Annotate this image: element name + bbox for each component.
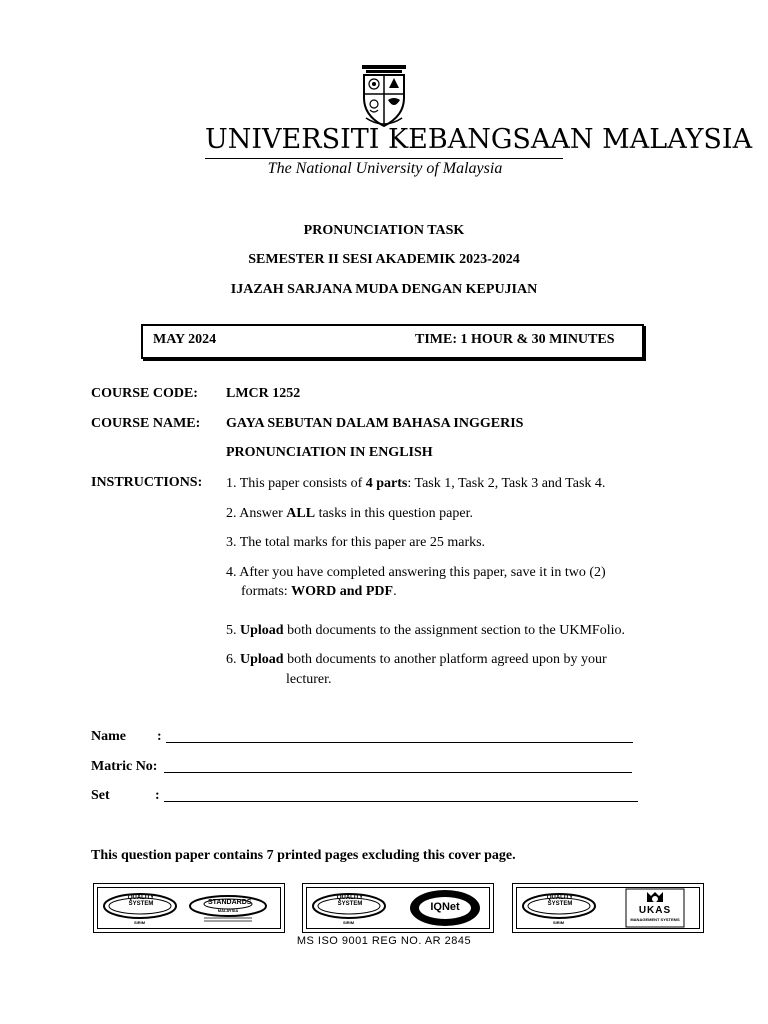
ukm-crest-icon <box>358 64 410 128</box>
set-colon: : <box>155 788 160 803</box>
instruction-number: 5. <box>226 623 240 638</box>
instruction-emphasis: 4 parts <box>365 476 408 491</box>
instruction-item <box>226 533 485 552</box>
quality-system-text: QUALITY SYSTEM <box>127 895 155 907</box>
iso-registration-number: MS ISO 9001 REG NO. AR 2845 <box>296 935 472 947</box>
instruction-item <box>226 563 606 582</box>
instruction-emphasis: Upload <box>240 623 284 638</box>
instruction-item <box>226 621 625 640</box>
instruction-text: both documents to the assignment section to the UKMFolio. <box>283 623 625 638</box>
page-count-note: This question paper contains 7 printed pages excluding this cover page. <box>91 848 516 863</box>
name-input-line[interactable] <box>166 742 633 743</box>
standards-sub-text: MALAYSIA <box>217 908 239 913</box>
semester-title: SEMESTER II SESI AKADEMIK 2023-2024 <box>248 252 520 267</box>
ukas-text: UKAS <box>638 905 672 916</box>
certification-panel <box>93 883 285 933</box>
task-title: PRONUNCIATION TASK <box>303 223 465 238</box>
instruction-number: 2. <box>226 506 240 521</box>
set-label: Set <box>91 788 110 803</box>
certification-panel <box>512 883 704 933</box>
instruction-item-continued: lecturer. <box>286 672 332 687</box>
certification-panel <box>302 883 494 933</box>
course-name-label: COURSE NAME: <box>91 416 201 431</box>
degree-title: IJAZAH SARJANA MUDA DENGAN KEPUJIAN <box>230 282 538 297</box>
instruction-text: formats: <box>241 584 292 599</box>
course-name-value-english: PRONUNCIATION IN ENGLISH <box>226 445 433 460</box>
iqnet-text: IQNet <box>430 901 460 913</box>
instruction-number: 1. <box>226 476 240 491</box>
instruction-number: 4. <box>226 565 240 580</box>
quality-system-text: QUALITY SYSTEM <box>336 895 364 907</box>
quality-system-logo <box>100 890 180 926</box>
instruction-text: both documents to another platform agreed upon by your <box>283 652 607 667</box>
instruction-text: : Task 1, Task 2, Task 3 and Task 4. <box>407 476 606 491</box>
name-colon: : <box>157 729 162 744</box>
course-code-label: COURSE CODE: <box>91 386 198 401</box>
instruction-number: 3. <box>226 535 240 550</box>
sirim-text: SIRIM <box>553 920 565 925</box>
ukas-sub-text: MANAGEMENT SYSTEMS <box>630 917 680 922</box>
instruction-emphasis: WORD and PDF <box>291 584 394 599</box>
instruction-text: Answer <box>239 506 287 521</box>
instruction-text: . <box>393 584 397 599</box>
exam-duration: TIME: 1 HOUR & 30 MINUTES <box>415 332 615 347</box>
instruction-item-continued <box>241 582 397 601</box>
matric-input-line[interactable] <box>164 772 632 773</box>
university-divider <box>205 158 563 159</box>
matric-label: Matric No: <box>91 759 158 774</box>
standards-malaysia-logo <box>188 894 268 924</box>
instruction-text: tasks in this question paper. <box>315 506 473 521</box>
instruction-text: The total marks for this paper are 25 marks. <box>239 535 486 550</box>
ukas-logo <box>625 888 685 928</box>
instruction-emphasis: Upload <box>240 652 284 667</box>
instruction-number: 6. <box>226 652 240 667</box>
instruction-emphasis: ALL <box>286 506 316 521</box>
quality-system-logo <box>519 890 599 926</box>
sirim-text: SIRIM <box>343 920 355 925</box>
instruction-text: After you have completed answering this paper, save it in two (2) <box>239 565 606 580</box>
sirim-text: SIRIM <box>134 920 146 925</box>
exam-info-box <box>141 324 644 359</box>
instruction-item <box>226 650 607 669</box>
course-name-value-malay: GAYA SEBUTAN DALAM BAHASA INGGERIS <box>226 416 524 431</box>
standards-text: STANDARDS <box>208 899 252 906</box>
exam-date: MAY 2024 <box>153 332 217 347</box>
instructions-label: INSTRUCTIONS: <box>91 475 203 490</box>
university-name: UNIVERSITI KEBANGSAAN MALAYSIA <box>205 124 753 155</box>
instruction-item <box>226 504 473 523</box>
set-input-line[interactable] <box>164 801 638 802</box>
iqnet-logo <box>407 888 483 928</box>
name-label: Name <box>91 729 126 744</box>
course-code-value: LMCR 1252 <box>226 386 301 401</box>
instruction-item <box>226 474 605 493</box>
quality-system-logo <box>309 890 389 926</box>
university-subtitle: The National University of Malaysia <box>267 160 503 177</box>
quality-system-text: QUALITY SYSTEM <box>546 895 574 907</box>
instruction-text: This paper consists of <box>239 476 366 491</box>
